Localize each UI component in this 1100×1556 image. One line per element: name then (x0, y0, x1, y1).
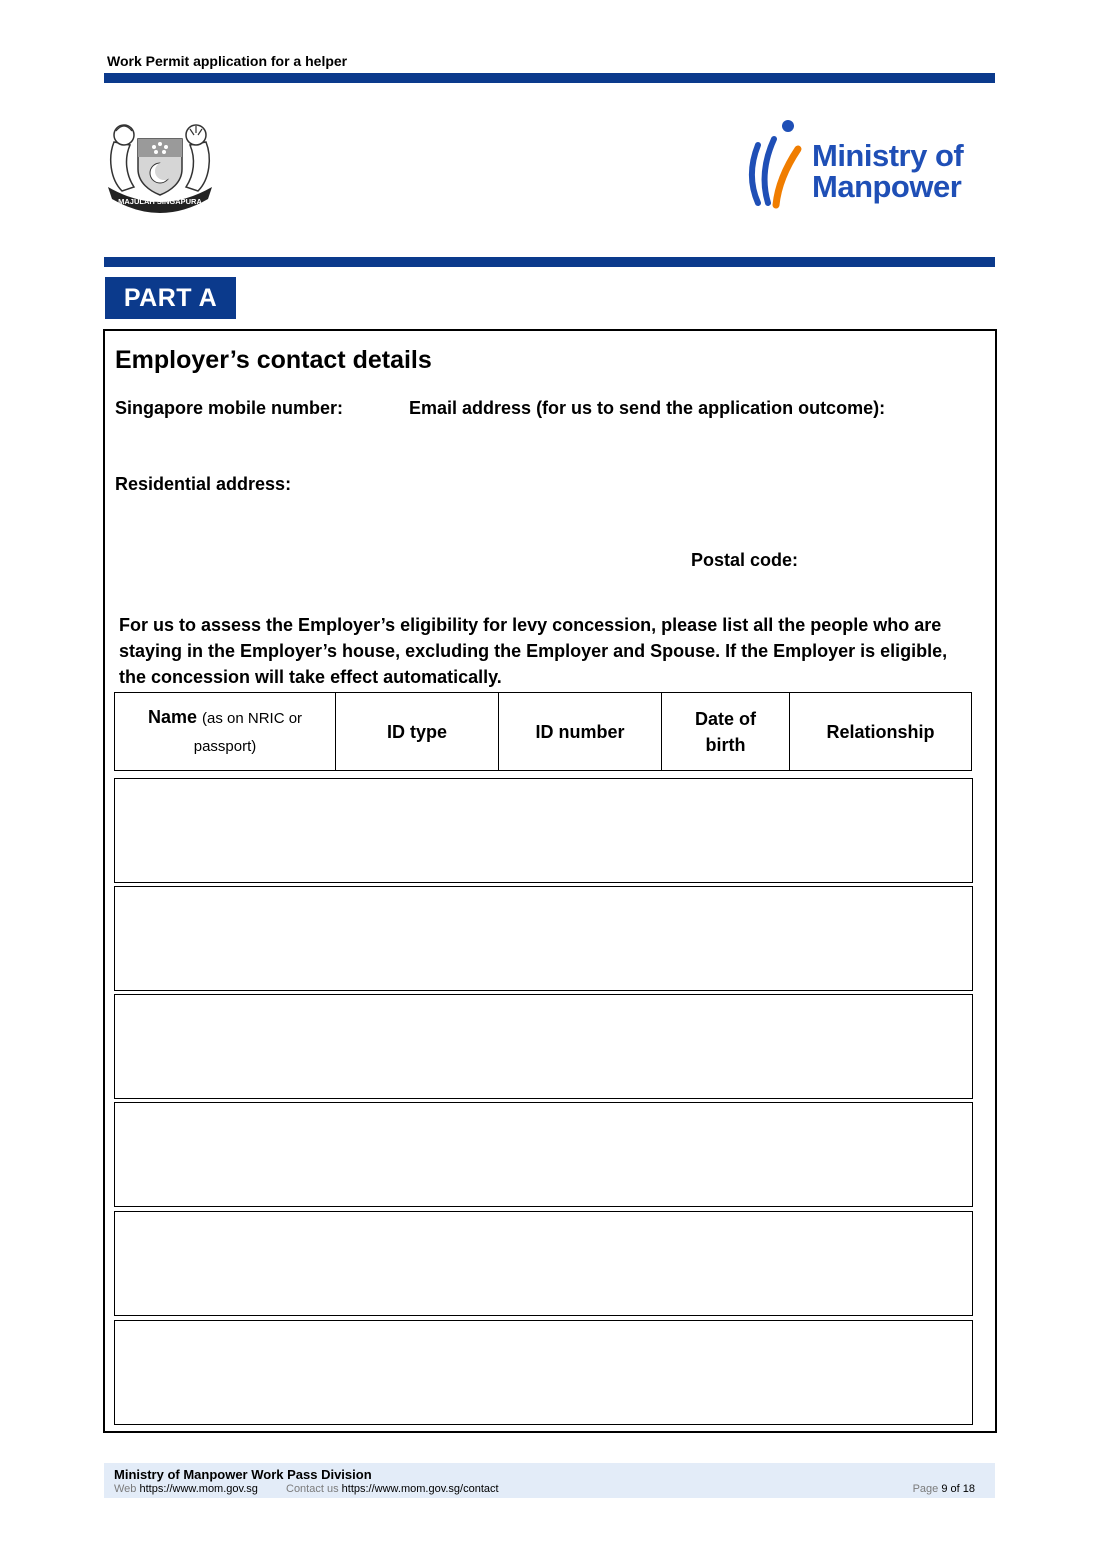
col-header-id-number: ID number (499, 693, 662, 771)
mom-logo-mark-icon (746, 115, 806, 213)
singapore-crest-icon (104, 117, 216, 215)
page-value: 9 of 18 (941, 1483, 975, 1495)
name-header-text: Name (147, 706, 197, 727)
page-label: Page (912, 1483, 939, 1495)
mom-logo (746, 115, 976, 213)
page-footer (104, 1463, 995, 1498)
table-header-row (115, 693, 972, 771)
section-rule (104, 257, 995, 267)
document-header-title: Work Permit application for a helper (107, 53, 348, 69)
household-entry-row-3[interactable] (114, 994, 973, 1099)
household-entry-row-1[interactable] (114, 778, 973, 883)
page-number (913, 1483, 975, 1495)
name-header-note: (as on NRIC or passport) (193, 709, 303, 755)
footer-org: Ministry of Manpower Work Pass Division (114, 1467, 372, 1482)
household-members-table (114, 692, 972, 771)
household-entry-row-5[interactable] (114, 1211, 973, 1316)
levy-concession-instructions: For us to assess the Employer’s eligibility for levy concession, please list all the people who are staying in the Employer’s house, excluding the Employer and Spouse. If the Employer is eligible, the concession will take effect automatically. (119, 615, 948, 687)
section-title: Employer’s contact details (115, 346, 432, 374)
footer-contact-label: Contact us (286, 1483, 339, 1495)
mobile-number-label: Singapore mobile number: (115, 398, 344, 418)
col-header-dob (662, 693, 790, 771)
footer-web-link[interactable]: https://www.mom.gov.sg (139, 1483, 258, 1495)
part-label: PART A (105, 277, 236, 319)
household-entry-row-2[interactable] (114, 886, 973, 991)
household-entry-row-4[interactable] (114, 1102, 973, 1207)
footer-web-label: Web (114, 1483, 137, 1495)
dob-header-line2: birth (705, 734, 746, 755)
dob-header-line1: Date of (694, 708, 756, 729)
postal-code-label: Postal code: (691, 550, 799, 570)
footer-links (114, 1483, 499, 1495)
footer-contact-link[interactable]: https://www.mom.gov.sg/contact (341, 1483, 499, 1495)
mom-logo-line1: Ministry of (812, 138, 964, 173)
household-entry-row-6[interactable] (114, 1320, 973, 1425)
col-header-id-type: ID type (336, 693, 499, 771)
col-header-relationship: Relationship (790, 693, 972, 771)
residential-address-label: Residential address: (115, 474, 292, 494)
header-rule (104, 73, 995, 83)
email-address-label: Email address (for us to send the application outcome): (409, 398, 886, 418)
crest-motto: MAJULAH SINGAPURA (118, 197, 202, 206)
mom-logo-line2: Manpower (812, 169, 962, 204)
col-header-name (115, 693, 336, 771)
